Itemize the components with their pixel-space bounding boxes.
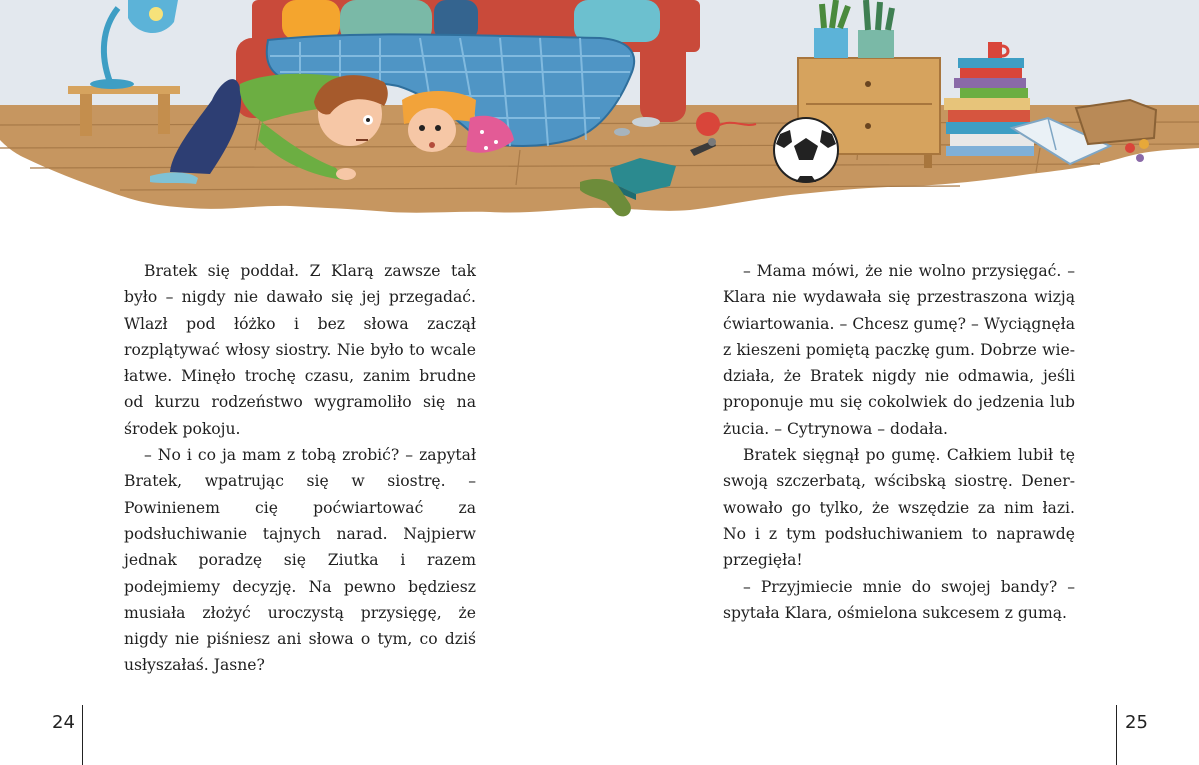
paragraph: – Mama mówi, że nie wolno przysięgać. – Klara nie wydawała się przestraszona wizją ćwiartowania. – Chcesz gumę? – Wyciągnęła z kieszeni pomiętą paczkę gum. Dobrze wiedziała, że Bratek nigdy nie odmawia, jeśli proponuje mu się cokolwiek do jedzenia lub żucia. – Cytrynowa – dodała. (723, 262, 1075, 438)
paragraph: Bratek się poddał. Z Klarą zawsze tak było – nigdy nie dawało się jej przegadać. Wlazł pod łóżko i bez słowa zaczął rozplątywać włosy siostry. Nie było to wcale łatwe. Minęło trochę czasu, zanim brudne od kurzu rodzeństwo wygramoliło się na środek pokoju. (124, 262, 476, 438)
page-number-left: 24 (52, 712, 75, 733)
page-number-rule-left (82, 705, 83, 765)
cardboard-box (1076, 100, 1156, 144)
scene-illustration (0, 0, 1199, 235)
paragraph: – No i co ja mam z tobą zrobić? – zapytał Bratek, wpatrując się w siostrę. – Powinienem cię poćwiartować za podsłuchiwanie tajnych narad. Najpierw jednak poradzę się Ziutka i razem podejmiemy decyzję. Na pewno będziesz musiała złożyć uroczystą przysięgę, że nigdy nie piśniesz ani słowa o tym, co dziś usłyszałaś. Jasne? (124, 446, 476, 675)
paragraph: Bratek sięgnął po gumę. Całkiem lubił tę swoją szczerbatą, wścibską siostrę. Denerwowało go tylko, że wszędzie za nim łazi. No i z tym podsłuchiwaniem to naprawdę przegięła! (723, 446, 1075, 570)
right-page-text (723, 258, 1075, 626)
paragraph: – Przyjmiecie mnie do swojej bandy? – spytała Klara, ośmielona sukcesem z gumą. (723, 577, 1075, 622)
page-number-rule-right (1116, 705, 1117, 765)
soccer-ball-icon (774, 118, 838, 182)
page-number-right: 25 (1125, 712, 1148, 733)
left-page-text (124, 258, 476, 679)
